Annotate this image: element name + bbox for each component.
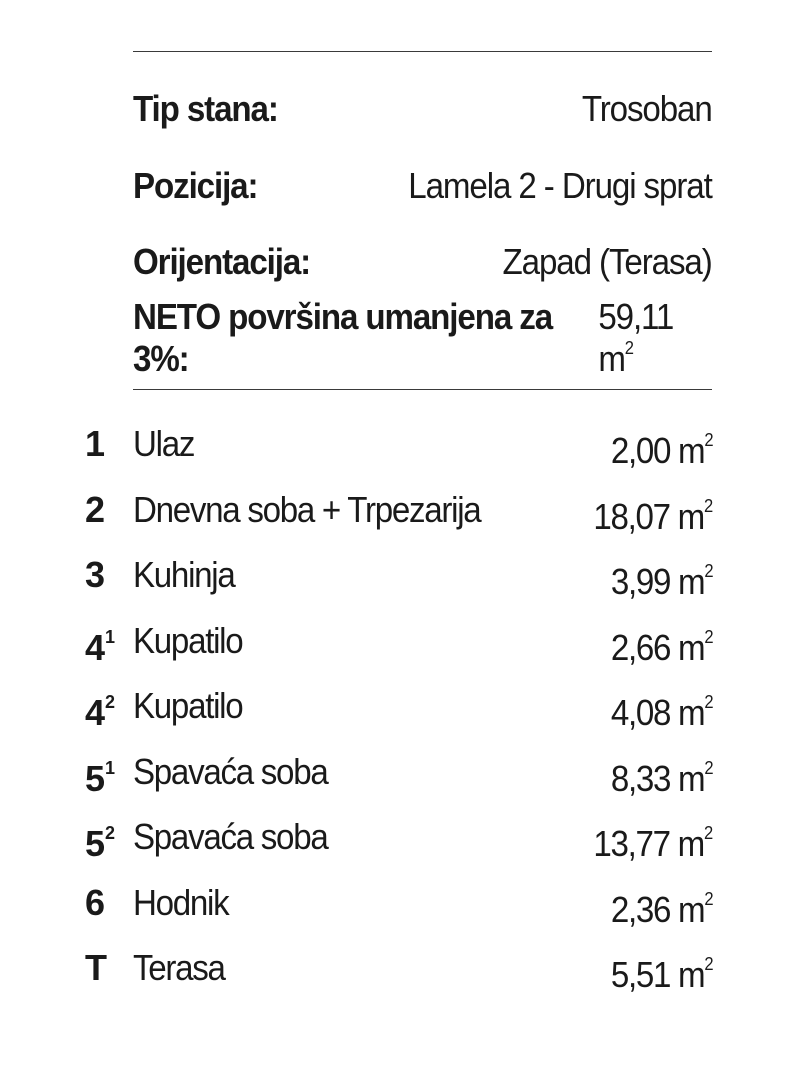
room-area [611,550,712,600]
room-number-superscript: 1 [105,757,115,778]
room-row [0,747,810,797]
room-number-text: 5 [85,823,105,864]
room-number-superscript: 2 [105,823,115,843]
room-row [0,485,810,535]
unit-superscript: 2 [624,338,633,358]
room-name: Kupatilo [133,685,243,726]
room-number [85,747,114,797]
room-row [0,878,810,928]
room-name: Kupatilo [133,619,243,661]
unit-superscript: 2 [704,561,712,581]
room-number-text: 3 [85,554,105,595]
room-number [85,550,104,600]
info-row-apartment-type [133,84,712,134]
room-name: Dnevna soba + Trpezarija [133,488,481,530]
unit-superscript: 2 [704,626,712,647]
room-number-text: 1 [85,423,105,464]
unit-superscript: 2 [704,430,712,450]
info-label: Orijentacija: [133,241,311,282]
room-number-text: 6 [85,881,105,923]
room-area-value: 8,33 m [610,757,705,799]
top-divider [133,51,712,52]
room-name: Spavaća soba [133,750,328,792]
room-number-superscript: 2 [105,692,115,712]
room-row [0,616,810,666]
room-name: Spavaća soba [133,816,328,857]
info-row-position [133,161,712,211]
room-number [85,485,104,535]
info-row-net-area [133,296,712,379]
room-row [0,681,810,731]
room-area-value: 2,36 m [610,888,705,930]
room-name: Ulaz [133,423,195,464]
room-number [85,419,104,469]
room-number [85,812,114,862]
room-area-value: 2,66 m [610,626,705,668]
room-area [593,812,712,862]
room-area-value: 5,51 m [610,954,705,995]
room-area-value: 2,00 m [610,430,705,471]
room-number [85,943,106,993]
unit-superscript: 2 [704,954,712,974]
info-label: NETO površina umanjena za 3%: [133,296,553,379]
info-value [598,296,711,380]
room-number-superscript: 1 [105,626,115,647]
unit-superscript: 2 [704,888,712,909]
room-area-value: 3,99 m [610,561,705,602]
info-value: Lamela 2 - Drugi sprat [408,165,712,206]
room-name: Kuhinja [133,554,235,595]
room-number-text: 4 [85,626,105,668]
unit-superscript: 2 [704,692,712,712]
room-area [611,616,712,666]
room-row [0,419,810,469]
room-name: Hodnik [133,881,229,923]
room-area [611,943,712,993]
room-number [85,878,104,928]
room-area-value: 4,08 m [610,692,705,733]
info-label: Pozicija: [133,165,258,206]
room-name: Terasa [133,947,225,988]
info-row-orientation [133,237,712,287]
room-row [0,550,810,600]
info-label: Tip stana: [133,88,278,129]
unit-superscript: 2 [704,495,712,516]
room-number [85,681,114,731]
room-area-value: 13,77 m [593,823,705,864]
room-number-text: 2 [85,488,105,530]
room-row [0,812,810,862]
unit-superscript: 2 [704,757,712,778]
info-value: Trosoban [581,88,712,129]
room-area [611,747,712,797]
room-number-text: 4 [85,692,105,733]
room-number [85,616,114,666]
room-area [593,485,712,535]
room-area [611,681,712,731]
unit-superscript: 2 [704,823,712,843]
info-value: Zapad (Terasa) [502,241,712,282]
net-area-value: 59,11 m [598,296,674,379]
room-number-text: 5 [85,757,105,799]
room-area [611,419,712,469]
room-area [611,878,712,928]
middle-divider [133,389,712,390]
room-area-value: 18,07 m [593,495,705,537]
room-number-text: T [85,947,106,988]
room-row [0,943,810,993]
